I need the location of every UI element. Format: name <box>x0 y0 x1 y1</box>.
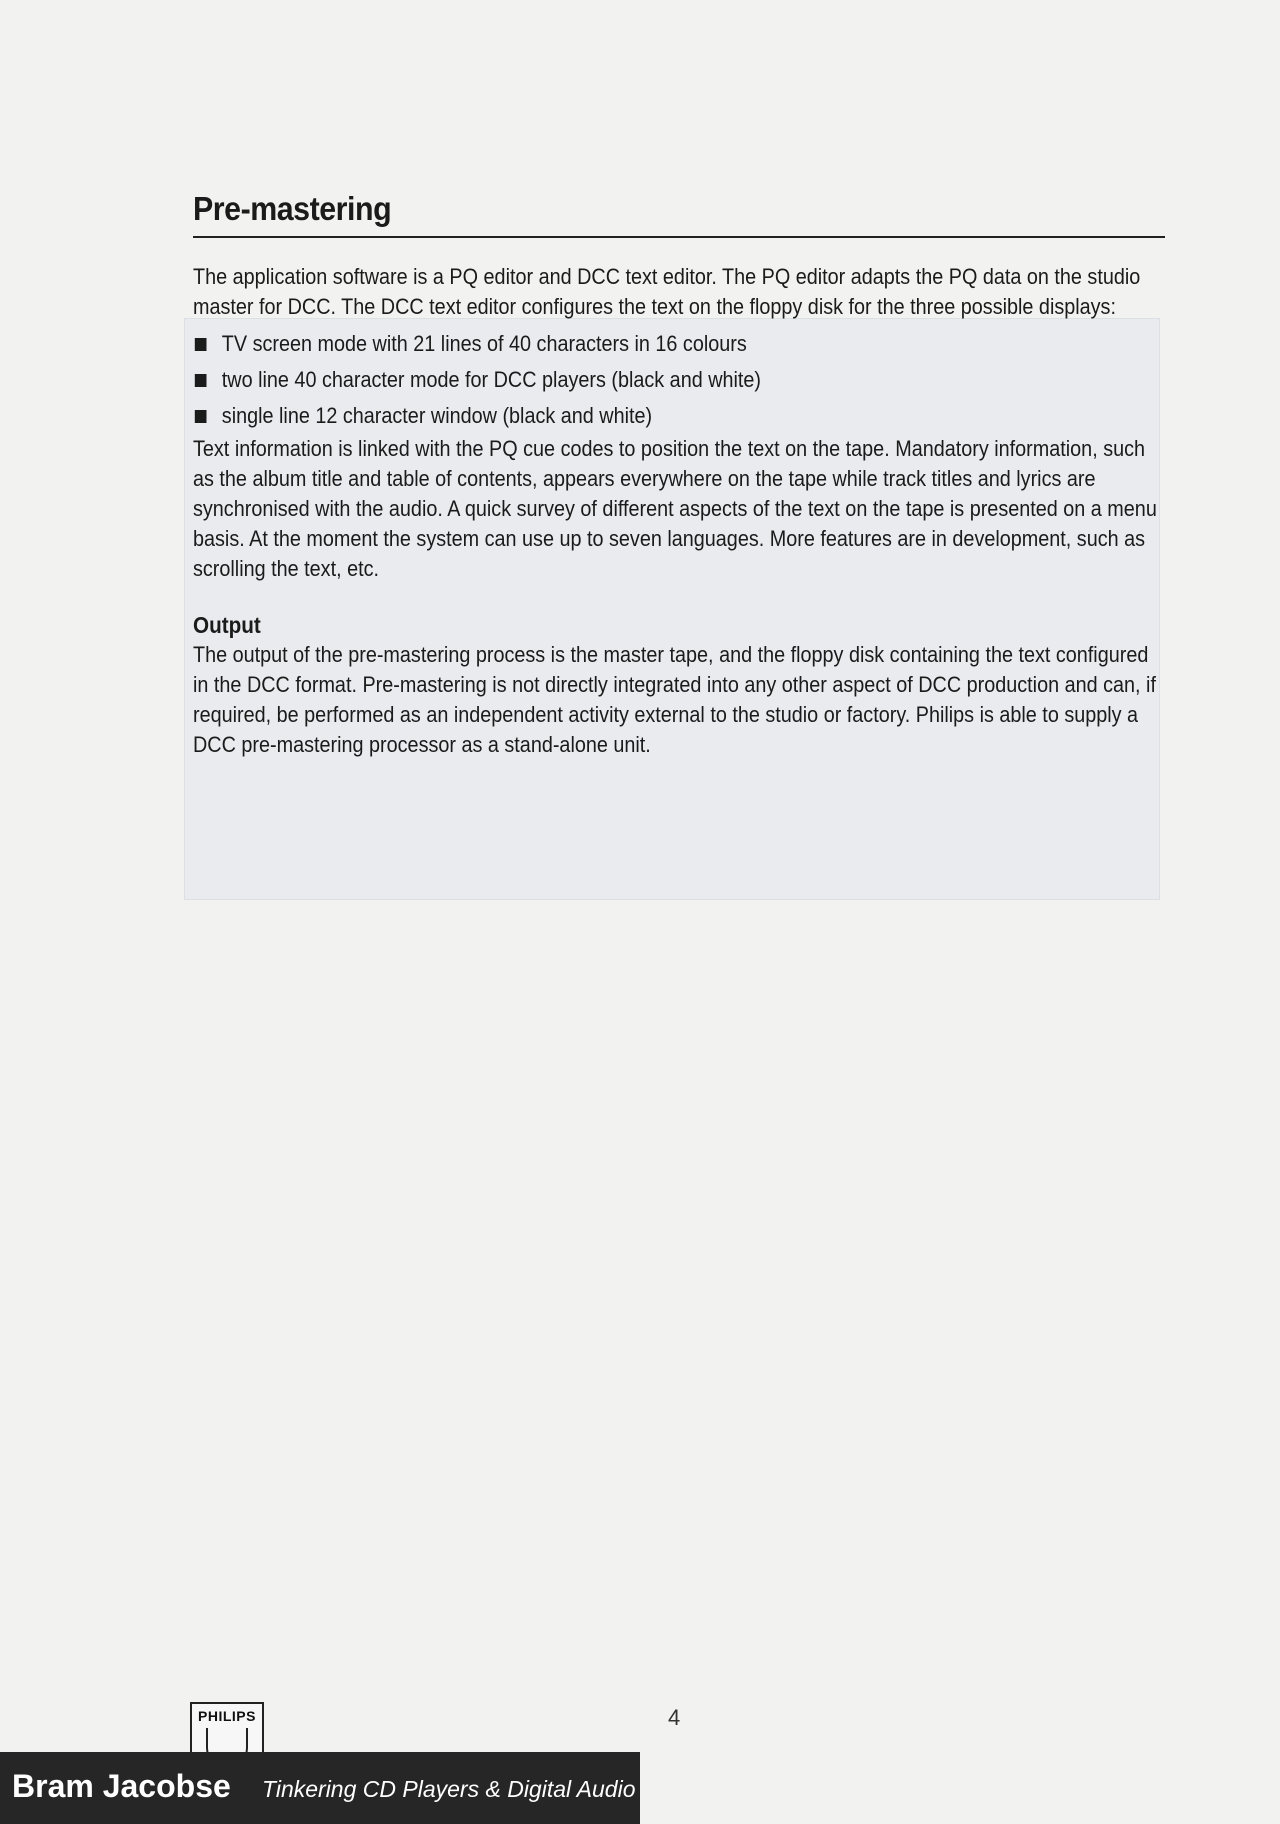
page-number: 4 <box>668 1705 681 1730</box>
list-item-text: TV screen mode with 21 lines of 40 characters in 16 colours <box>221 331 747 356</box>
output-paragraph: The output of the pre-mastering process is the master tape, and the floppy disk containing the text configured in the DCC format. Pre-mastering is not directly integrated into any other aspect of DCC production and can, if required, be performed as an independent activity external to the studio or factory. Philips is able to supply a DCC pre-mastering processor as a stand-alone unit. <box>193 642 1156 757</box>
banner-tagline: Tinkering CD Players & Digital Audio <box>262 1776 636 1802</box>
text-info-paragraph: Text information is linked with the PQ cue codes to position the text on the tape. Mandatory information, such as the album title and table of contents, appears everywhere on the tape while track titles and lyrics are synchronised with the audio. A quick survey of different aspects of the text on the tape is presented on a menu basis. At the moment the system can use up to seven languages. More features are in development, such as scrolling the text, etc. <box>193 436 1157 581</box>
list-item <box>193 326 1192 362</box>
document-body <box>193 190 1163 760</box>
display-modes-list <box>193 326 1163 434</box>
bullet-square-icon <box>195 410 207 423</box>
page-title: Pre-mastering <box>193 190 392 227</box>
list-item-text: single line 12 character window (black and white) <box>221 403 653 428</box>
watermark-banner <box>0 1752 640 1824</box>
list-item-text: two line 40 character mode for DCC players (black and white) <box>221 367 762 392</box>
list-item <box>193 362 1192 398</box>
bullet-square-icon <box>195 338 207 351</box>
title-rule <box>193 236 1165 238</box>
intro-paragraph: The application software is a PQ editor and DCC text editor. The PQ editor adapts the PQ data on the studio master for DCC. The DCC text editor configures the text on the floppy disk for the three possible displays: <box>193 264 1141 319</box>
bullet-square-icon <box>195 374 207 387</box>
banner-author: Bram Jacobse <box>12 1768 231 1804</box>
list-item <box>193 398 1192 434</box>
output-heading: Output <box>193 612 261 638</box>
logo-wordmark: PHILIPS <box>198 1708 256 1724</box>
